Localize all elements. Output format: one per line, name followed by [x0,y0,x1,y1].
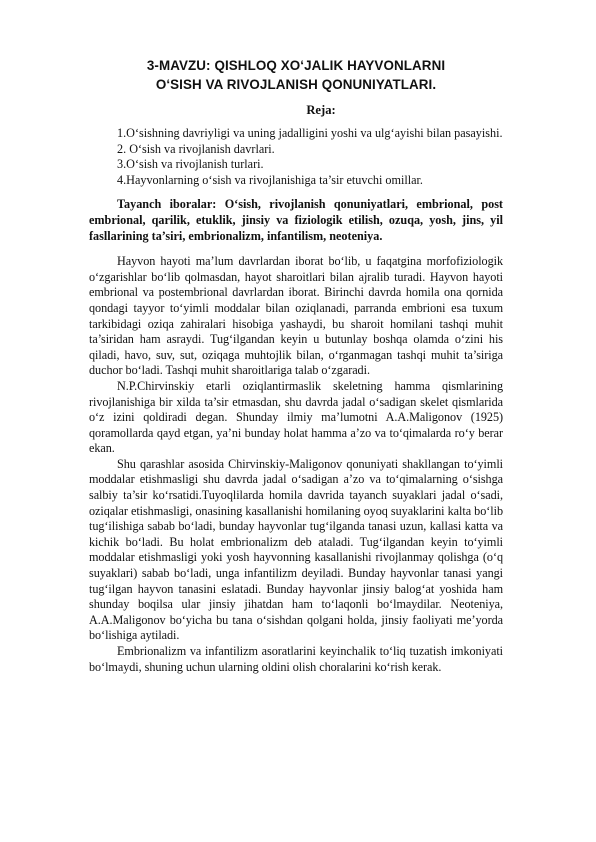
plan-item: 4.Hayvonlarning o‘sish va rivojlanishiga ta’sir etuvchi omillar. [117,172,423,187]
key-terms: Tayanch iboralar: O‘sish, rivojlanish qonuniyatlari, embrional, post embrional, qarilik, etuklik, jinsiy va fiziologik etilish, ozuqa, yosh, jins, yil fasllarining ta’siri, embrionalizm, infantilism, neoteniya. [89,197,503,243]
title-line-1: 3-MAVZU: QISHLOQ XO‘JALIK HAYVONLARNI [146,58,446,73]
document-page [89,56,503,675]
key-terms-block [89,197,503,244]
plan-item: 1.O‘sishning davriyligi va uning jadalligini yoshi va ulg‘ayishi bilan pasayishi. [117,126,503,140]
plan-item: 3.O‘sish va rivojlanish turlari. [117,157,264,172]
plan-item: 2. O‘sish va rivojlanish davrlari. [117,141,275,156]
plan-heading: Reja: [306,103,336,117]
title-line-2: O‘SISH VA RIVOJLANISH QONUNIYATLARI. [155,77,437,92]
body-paragraph: Embrionalizm va infantilizm asoratlarini keyinchalik to‘liq tuzatish imkoniyati bo‘lmaydi, shuning uchun ularning oldini olish choralarini ko‘rish kerak. [89,644,503,674]
body-paragraph: N.P.Chirvinskiy etarli oziqlantirmaslik skeletning hamma qismlarining rivojlanishiga bir xilda ta’sir etmasdan, shu davrda jadal o‘sadigan skelet qismlarida o‘z izini qoldiradi degan. Shunday ilmiy ma’lumotni A.A.Maligonov (1925) qoramollarda qayd etgan, ya’ni bunday holat hamma a’zo va to‘qimalarda ro‘y berar ekan. [89,378,503,456]
body-paragraph: Hayvon hayoti ma’lum davrlardan iborat bo‘lib, u faqatgina morfofiziologik o‘zgarishlar bo‘lib qolmasdan, hayot sharoitlari bilan ajralib turadi. Hayvon hayoti embrional va postembrional davrlardan iborat. Birinchi davrda homila ona qornida qondagi tayyor to‘yimli moddalar bilan oziqlanadi, parranda embrioni esa tuxum tarkibidagi oziqa zahiralari hisobiga yashaydi, bu sharoit homilani tashqi muhit ta’siridan ham asraydi. Tug‘ilgandan keyin u butunlay boshqa olamda o‘zini his qiladi, havo, suv, sut, oziqaga muhtojlik bilan, o‘rganmagan tashqi muhit ta’siriga duchor bo‘ladi. Tashqi muhit sharoitlariga talab o‘zgaradi. [89,254,503,378]
topic-title [89,56,503,94]
body-paragraph: Shu qarashlar asosida Chirvinskiy-Maligonov qonuniyati shakllangan to‘yimli moddalar etishmasligi shu davrda jadal o‘sadigan a’zo va to‘qimalarning o‘sishga salbiy ta’sir ko‘rsatidi.Tuyoqlilarda homila davrida tayanch suyaklari jadal o‘sadi, oziqalar etishmasligi, onasining kasallanishi homilaning oyoq suyaklarini kalta bo‘lib tug‘ilishiga sabab bo‘ladi, bunday hayvonlar tug‘ilganda tanasi uzun, kallasi katta va kichik bo‘ladi. Bu holat embrionalizm deb ataladi. Tug‘ilgandan keyin to‘yimli moddalar etishmasligi yoki yosh hayvonning kasallanishi rivojlanmay qolishga (o‘q suyaklari) sabab bo‘ladi, unga infantilizm deyiladi. Bunday hayvonlar tanasi yangi tug‘ilgan hayvon tanasini eslatadi. Bunday hayvonlar jinsiy balog‘at yoshida ham shunday boqilsa ular jinsiy jihatdan ham to‘laqonli bo‘lmaydilar. Neoteniya, A.A.Maligonov bo‘yicha bu tana o‘sishdan qolgani holda, jinsiy faoliyati me’yorda bo‘lishiga aytiladi. [89,456,503,643]
body-text [89,254,503,675]
plan-list [89,126,503,188]
